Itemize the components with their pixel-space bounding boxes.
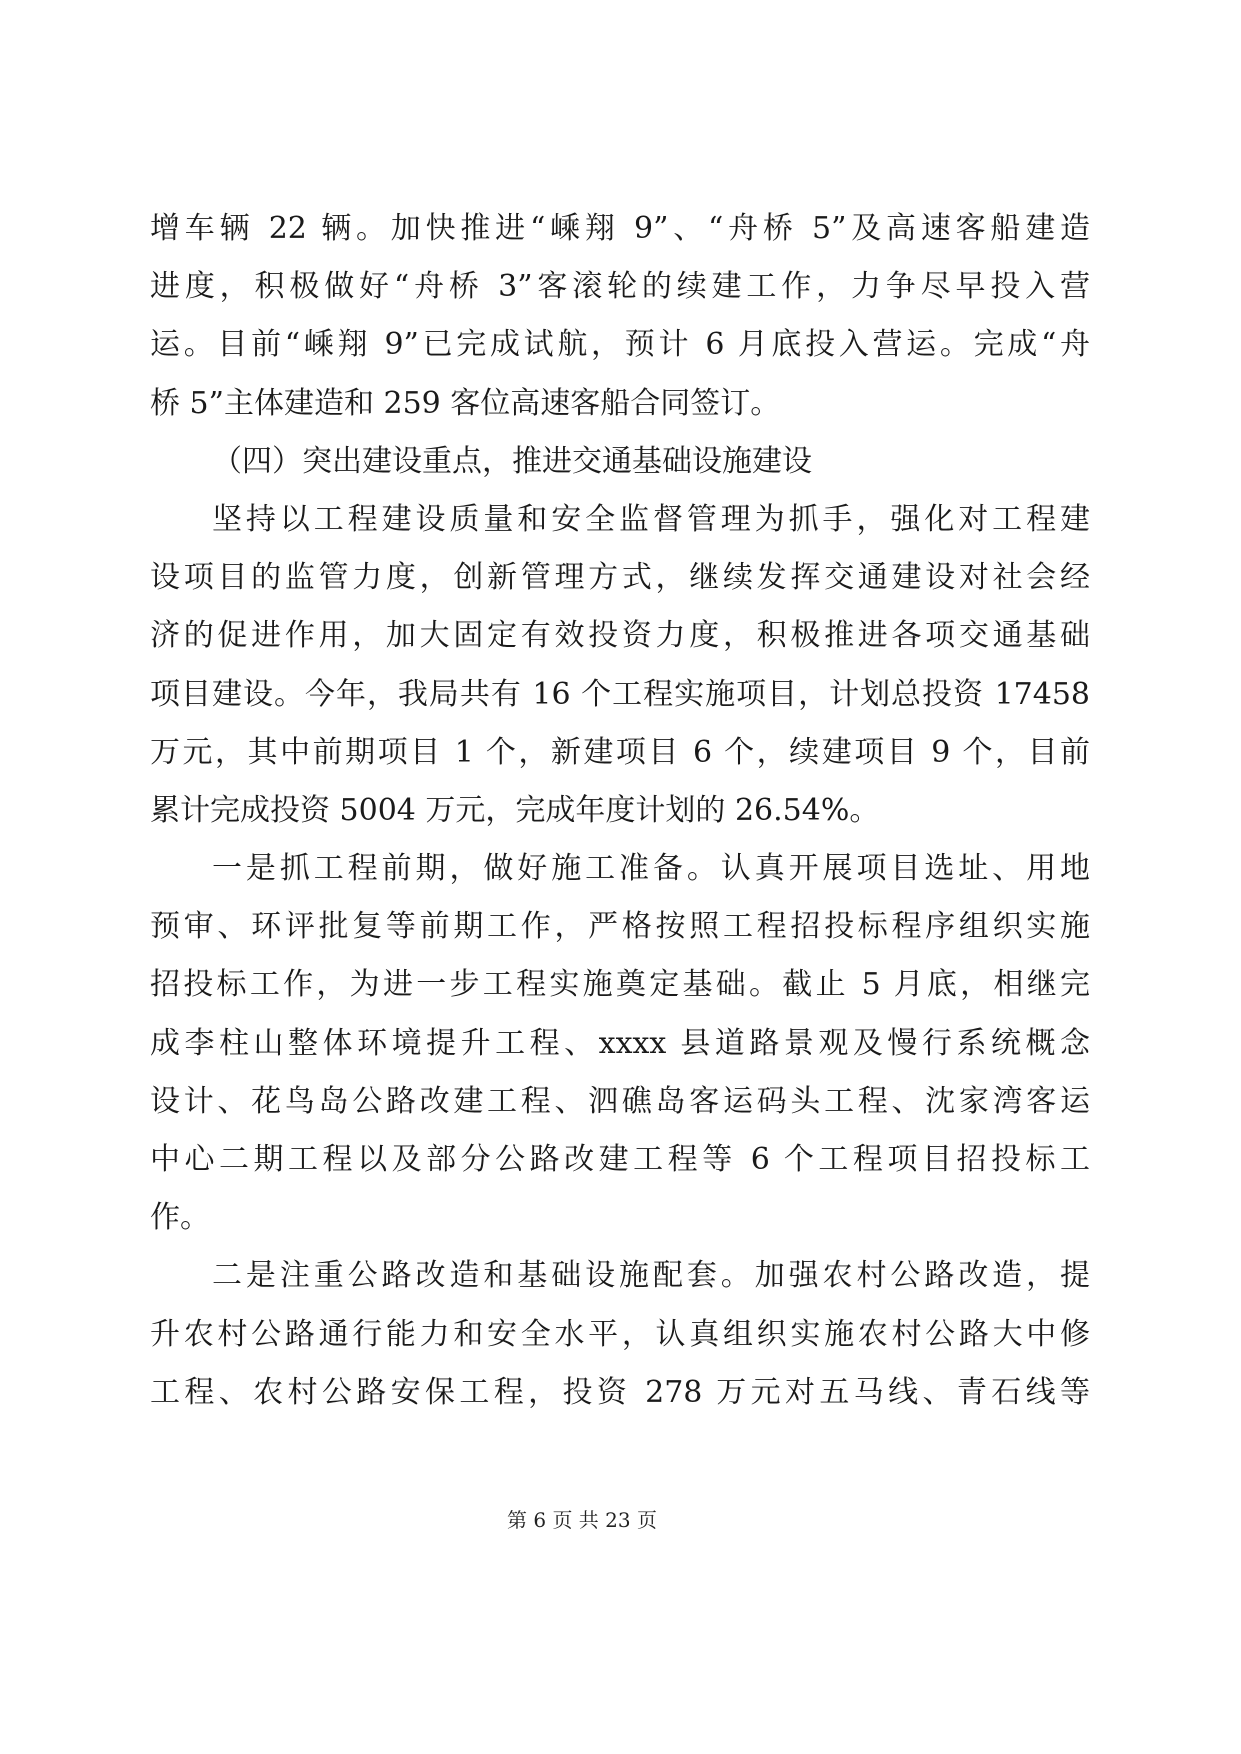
text-line: 增车辆 22 辆。加快推进“嵊翔 9”、“舟桥 5”及高速客船建造 (150, 211, 1090, 246)
text-line: 坚持以工程建设质量和安全监督管理为抓手，强化对工程建 (212, 501, 1090, 537)
text-line: 作。 (150, 1200, 210, 1236)
text-line: 工程、农村公路安保工程，投资 278 万元对五马线、青石线等 (150, 1374, 1090, 1410)
paragraph (150, 491, 1090, 840)
page-number-label: 第 6 页 共 23 页 (507, 1508, 657, 1532)
text-line: 项目建设。今年，我局共有 16 个工程实施项目，计划总投资 17458 (150, 676, 1090, 712)
text-line: 累计完成投资 5004 万元，完成年度计划的 26.54%。 (150, 792, 880, 828)
text-line: 进度，积极做好“舟桥 3”客滚轮的续建工作，力争尽早投入营 (150, 269, 1090, 305)
section-heading (150, 433, 1090, 491)
text-line: 成李柱山整体环境提升工程、xxxx 县道路景观及慢行系统概念 (150, 1025, 1090, 1061)
text-line: 升农村公路通行能力和安全水平，认真组织实施农村公路大中修 (150, 1316, 1090, 1352)
text-line: 桥 5”主体建造和 259 客位高速客船合同签订。 (150, 385, 781, 421)
paragraph-continuation (150, 200, 1090, 433)
text-line: 设计、花鸟岛公路改建工程、泗礁岛客运码头工程、沈家湾客运 (150, 1083, 1090, 1119)
text-line: 运。目前“嵊翔 9”已完成试航，预计 6 月底投入营运。完成“舟 (150, 327, 1090, 363)
text-line: 设项目的监管力度，创新管理方式，继续发挥交通建设对社会经 (150, 560, 1090, 596)
text-line: 济的促进作用，加大固定有效投资力度，积极推进各项交通基础 (150, 618, 1090, 654)
paragraph (150, 840, 1090, 1247)
text-line: 万元，其中前期项目 1 个，新建项目 6 个，续建项目 9 个，目前 (150, 734, 1090, 770)
text-line: 二是注重公路改造和基础设施配套。加强农村公路改造，提 (212, 1258, 1090, 1294)
section-heading-text: （四）突出建设重点，推进交通基础设施建设 (212, 443, 812, 479)
paragraph (150, 1247, 1090, 1422)
text-line: 一是抓工程前期，做好施工准备。认真开展项目选址、用地 (212, 851, 1090, 887)
text-line: 招投标工作，为进一步工程实施奠定基础。截止 5 月底，相继完 (150, 967, 1090, 1003)
text-line: 中心二期工程以及部分公路改建工程等 6 个工程项目招投标工 (150, 1142, 1090, 1177)
text-line: 预审、环评批复等前期工作，严格按照工程招投标程序组织实施 (150, 909, 1090, 945)
document-body (150, 200, 1090, 1422)
page-footer (470, 1506, 694, 1534)
